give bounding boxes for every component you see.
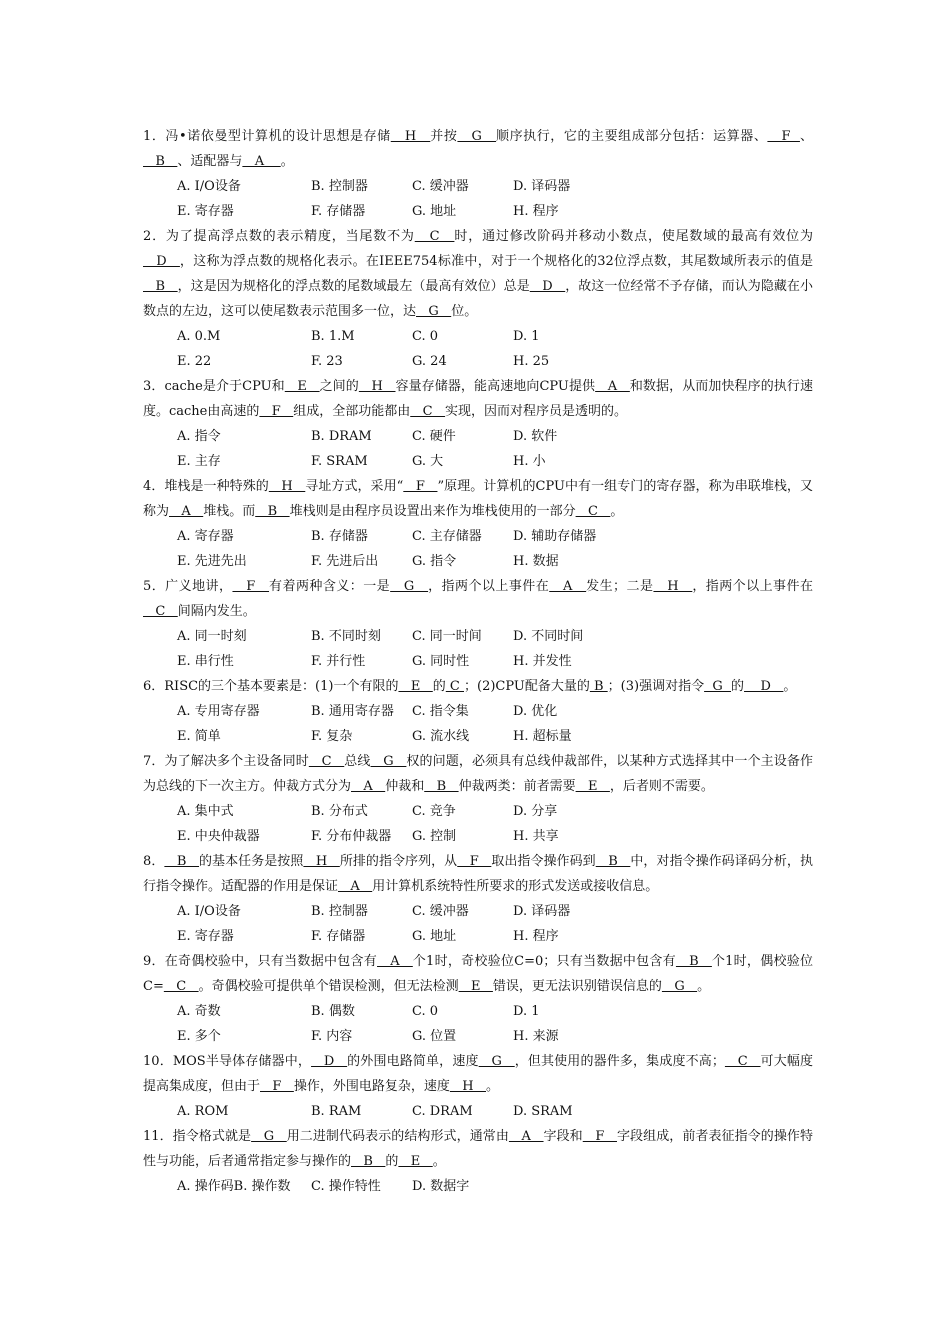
answer-blank: E [575,779,610,794]
option: C. 竞争 [412,804,456,819]
option: A. 寄存器 [177,529,234,544]
question-8 [143,849,813,949]
stem-text: 并按 [430,129,458,144]
option: A. 操作码B. 操作数 [177,1179,291,1194]
answer-blank: B [351,1154,386,1169]
answer-blank: D [311,1054,348,1069]
option: G. 同时性 [412,654,470,669]
option: F. 内容 [311,1029,353,1044]
answer-blank: B [589,679,608,694]
answer-blank: B [424,779,459,794]
options-row [143,649,813,674]
option: C. DRAM [412,1104,473,1119]
options-row [143,349,813,374]
stem-text: ，这称为浮点数的规格化表示。在IEEE754标准中，对于一个规格化的32位浮点数，其尾数域所表示的值是 [179,254,814,269]
option: E. 22 [177,354,212,369]
option: B. 存储器 [311,529,368,544]
option: A. 集中式 [177,804,234,819]
answer-blank: C [143,604,178,619]
stem-text: 8． [143,854,165,869]
answer-blank: H [390,129,431,144]
stem-text: ，但其使用的器件多，集成度不高； [514,1054,725,1069]
options-row [143,1024,813,1049]
option: C. 主存储器 [412,529,482,544]
question-stem [143,224,813,324]
option: F. 先进后出 [311,554,379,569]
answer-blank: C [308,754,345,769]
stem-text: 4．堆栈是一种特殊的 [143,479,269,494]
option: B. 不同时刻 [311,629,381,644]
answer-blank: D [143,254,180,269]
option: B. 1.M [311,329,355,344]
answer-blank: B [143,154,178,169]
answer-blank: A [595,379,630,394]
stem-text: 总线 [344,754,371,769]
option: G. 位置 [412,1029,457,1044]
stem-text: 个1时，偶校验位C= [143,954,813,994]
stem-text: 仲裁两类：前者需要 [458,779,576,794]
answer-blank: D [529,279,566,294]
option: A. 奇数 [177,1004,221,1019]
answer-blank: G [390,579,429,594]
option: F. 复杂 [311,729,353,744]
stem-text: 。 [697,979,711,994]
question-4 [143,474,813,574]
stem-text: 3．cache是介于CPU和 [143,379,285,394]
stem-text: 6．RISC的三个基本要素是：(1)一个有限的 [143,679,399,694]
stem-text: 9．在奇偶校验中，只有当数据中包含有 [143,954,378,969]
stem-text: 1．冯•诺依曼型计算机的设计思想是存储 [143,129,391,144]
stem-text: 字段组成，前者表征指令的操作特性与功能，后者通常指定参与操作的 [143,1129,813,1169]
answer-blank: F [259,404,294,419]
option: G. 大 [412,454,444,469]
answer-blank: B [595,854,631,869]
stem-text: ；(3)强调对指令 [607,679,705,694]
stem-text: ，指两个以上事件在 [428,579,550,594]
options-row [143,899,813,924]
stem-text: 组成，全部功能都由 [293,404,411,419]
question-stem [143,1124,813,1174]
option: A. I/O设备 [177,179,241,194]
option: E. 简单 [177,729,221,744]
option: E. 寄存器 [177,204,234,219]
stem-text: 可大幅度提高集成度，但由于 [143,1054,813,1094]
answer-blank: F [582,1129,617,1144]
answer-blank: E [398,1154,433,1169]
options-row [143,199,813,224]
option: H. 共享 [513,829,559,844]
option: D. 不同时间 [513,629,584,644]
options-row [143,1099,813,1124]
option: H. 程序 [513,204,559,219]
stem-text: 、 [799,129,813,144]
answer-blank: C [410,404,445,419]
answer-blank: H [449,1079,486,1094]
stem-text: 5．广义地讲， [143,579,233,594]
option: F. SRAM [311,454,368,469]
answer-blank: H [268,479,306,494]
stem-text: 中，对指令操作码译码分析，执行指令操作。适配器的作用是保证 [143,854,813,894]
stem-text: 2．为了提高浮点数的表示精度，当尾数不为 [143,229,415,244]
option: D. 软件 [513,429,558,444]
stem-text: 11．指令格式就是 [143,1129,252,1144]
answer-blank: F [767,129,800,144]
stem-text: 的外围电路简单，速度 [347,1054,479,1069]
option: A. ROM [177,1104,229,1119]
question-stem [143,474,813,524]
options-row [143,174,813,199]
stem-text: 错误，更无法识别错误信息的 [492,979,662,994]
options-row [143,424,813,449]
option: E. 先进先出 [177,554,247,569]
stem-text: 。 [432,1154,446,1169]
answer-blank: B [675,954,712,969]
stem-text: 堆栈。而 [203,504,256,519]
question-5 [143,574,813,674]
option: E. 多个 [177,1029,221,1044]
answer-blank: C [575,504,611,519]
answer-blank: H [653,579,693,594]
answer-blank: F [260,1079,294,1094]
stem-text: ，这是因为规格化的浮点数的尾数域最左（最高有效位）总是 [177,279,530,294]
options-row [143,699,813,724]
stem-text: ”原理。计算机的CPU中有一组专门的寄存器，称为串联堆栈，又称为 [143,479,813,519]
stem-text: 、适配器与 [177,154,243,169]
option: C. 0 [412,329,439,344]
question-1 [143,124,813,224]
answer-blank: G [416,304,452,319]
option: H. 25 [513,354,550,369]
option: F. 存储器 [311,204,366,219]
question-7 [143,749,813,849]
stem-text: 7．为了解决多个主设备同时 [143,754,309,769]
stem-text: 有着两种含义：一是 [269,579,391,594]
option: G. 24 [412,354,447,369]
option: B. 分布式 [311,804,368,819]
document-page [143,124,813,1199]
answer-blank: B [143,279,178,294]
option: B. 控制器 [311,179,368,194]
option: B. 控制器 [311,904,368,919]
option: D. 译码器 [513,904,571,919]
option: E. 寄存器 [177,929,234,944]
answer-blank: A [377,954,413,969]
stem-text: 字段和 [543,1129,583,1144]
answer-blank: G [704,679,732,694]
option: D. SRAM [513,1104,573,1119]
option: C. 0 [412,1004,439,1019]
option: H. 数据 [513,554,559,569]
option: F. 23 [311,354,343,369]
answer-blank: E [398,679,433,694]
option: D. 辅助存储器 [513,529,597,544]
options-row [143,799,813,824]
question-11 [143,1124,813,1199]
answer-blank: F [457,854,492,869]
stem-text: 的 [731,679,745,694]
stem-text: 堆栈则是由程序员设置出来作为堆栈使用的一部分 [289,504,576,519]
answer-blank: C [445,679,464,694]
option: B. 偶数 [311,1004,355,1019]
question-stem [143,749,813,799]
stem-text: 的 [432,679,446,694]
options-row [143,724,813,749]
option: C. 指令集 [412,704,469,719]
option: A. I/O设备 [177,904,241,919]
answer-blank: B [255,504,290,519]
option: G. 控制 [412,829,457,844]
option: F. 分布仲裁器 [311,829,392,844]
options-row [143,924,813,949]
option: F. 并行性 [311,654,366,669]
stem-text: ，故这一位经常不予存储，而认为隐藏在小数点的左边，这可以使尾数表示范围多一位，达 [143,279,813,319]
question-3 [143,374,813,474]
option: H. 程序 [513,929,559,944]
answer-blank: D [744,679,784,694]
stem-text: 的基本任务是按照 [199,854,304,869]
option: A. 0.M [177,329,221,344]
answer-blank: F [403,479,438,494]
option: A. 指令 [177,429,221,444]
answer-blank: A [169,504,204,519]
stem-text: ；(2)CPU配备大量的 [464,679,590,694]
option: C. 操作特性 [311,1179,381,1194]
stem-text: 间隔内发生。 [177,604,256,619]
stem-text: 和数据，从而加快程序的执行速度。cache由高速的 [143,379,813,419]
question-10 [143,1049,813,1124]
stem-text: 。 [280,154,294,169]
option: H. 超标量 [513,729,572,744]
option: B. RAM [311,1104,362,1119]
option: G. 地址 [412,929,457,944]
answer-blank: G [661,979,698,994]
stem-text: 。奇偶校验可提供单个错误检测，但无法检测 [198,979,459,994]
stem-text: ，后者则不需要。 [609,779,714,794]
option: G. 流水线 [412,729,470,744]
option: B. 通用寄存器 [311,704,394,719]
stem-text: 所排的指令序列，从 [339,854,458,869]
option: H. 来源 [513,1029,559,1044]
answer-blank: G [370,754,407,769]
option: A. 专用寄存器 [177,704,260,719]
option: A. 同一时刻 [177,629,247,644]
option: D. 分享 [513,804,558,819]
option: E. 串行性 [177,654,234,669]
stem-text: 。 [610,504,624,519]
stem-text: 10．MOS半导体存储器中， [143,1054,312,1069]
stem-text: 顺序执行，它的主要组成部分包括：运算器、 [496,129,768,144]
option: D. 数据字 [412,1179,470,1194]
stem-text: 之间的 [319,379,359,394]
option: E. 主存 [177,454,221,469]
option: F. 存储器 [311,929,366,944]
answer-blank: A [508,1129,544,1144]
stem-text: 发生；二是 [586,579,654,594]
stem-text: 容量存储器，能高速地向CPU提供 [395,379,596,394]
question-2 [143,224,813,374]
answer-blank: A [549,579,587,594]
options-row [143,1174,813,1199]
answer-blank: E [458,979,493,994]
option: G. 地址 [412,204,457,219]
stem-text: 寻址方式，采用“ [305,479,404,494]
option: D. 译码器 [513,179,571,194]
option: H. 并发性 [513,654,572,669]
question-stem [143,674,813,699]
stem-text: 个1时，奇校验位C=0；只有当数据中包含有 [412,954,676,969]
question-stem [143,949,813,999]
answer-blank: G [251,1129,287,1144]
answer-blank: C [724,1054,761,1069]
options-row [143,449,813,474]
answer-blank: A [242,154,281,169]
option: D. 1 [513,1004,540,1019]
stem-text: 位。 [451,304,478,319]
options-row [143,624,813,649]
option: C. 缓冲器 [412,179,469,194]
stem-text: 用计算机系统特性所要求的形式发送或接收信息。 [372,879,659,894]
option: C. 硬件 [412,429,456,444]
options-row [143,524,813,549]
options-row [143,549,813,574]
question-stem [143,574,813,624]
answer-blank: H [303,854,340,869]
stem-text: 取出指令操作码到 [491,854,596,869]
option: C. 缓冲器 [412,904,469,919]
question-9 [143,949,813,1049]
answer-blank: F [232,579,270,594]
answer-blank: C [414,229,455,244]
stem-text: 。 [486,1079,500,1094]
option: B. DRAM [311,429,372,444]
answer-blank: B [164,854,200,869]
stem-text: 实现，因而对程序员是透明的。 [444,404,627,419]
question-stem [143,1049,813,1099]
stem-text: ，指两个以上事件在 [692,579,813,594]
options-row [143,999,813,1024]
stem-text: 时，通过修改阶码并移动小数点，使尾数域的最高有效位为 [454,229,813,244]
option: E. 中央仲裁器 [177,829,260,844]
option: C. 同一时间 [412,629,482,644]
answer-blank: G [457,129,497,144]
stem-text: 的 [385,1154,399,1169]
stem-text: 操作，外围电路复杂，速度 [293,1079,450,1094]
answer-blank: G [478,1054,515,1069]
options-row [143,324,813,349]
answer-blank: A [338,879,373,894]
answer-blank: A [351,779,386,794]
option: D. 1 [513,329,540,344]
stem-text: 仲裁和 [385,779,425,794]
options-row [143,824,813,849]
stem-text: 权的问题，必须具有总线仲裁部件，以某种方式选择其中一个主设备作为总线的下一次主方。仲裁方式分为 [143,754,813,794]
stem-text: 用二进制代码表示的结构形式，通常由 [286,1129,509,1144]
question-6 [143,674,813,749]
stem-text: 。 [783,679,797,694]
option: D. 优化 [513,704,558,719]
question-stem [143,124,813,174]
answer-blank: C [163,979,199,994]
question-stem [143,374,813,424]
answer-blank: E [284,379,320,394]
question-stem [143,849,813,899]
option: G. 指令 [412,554,457,569]
answer-blank: H [358,379,396,394]
option: H. 小 [513,454,546,469]
